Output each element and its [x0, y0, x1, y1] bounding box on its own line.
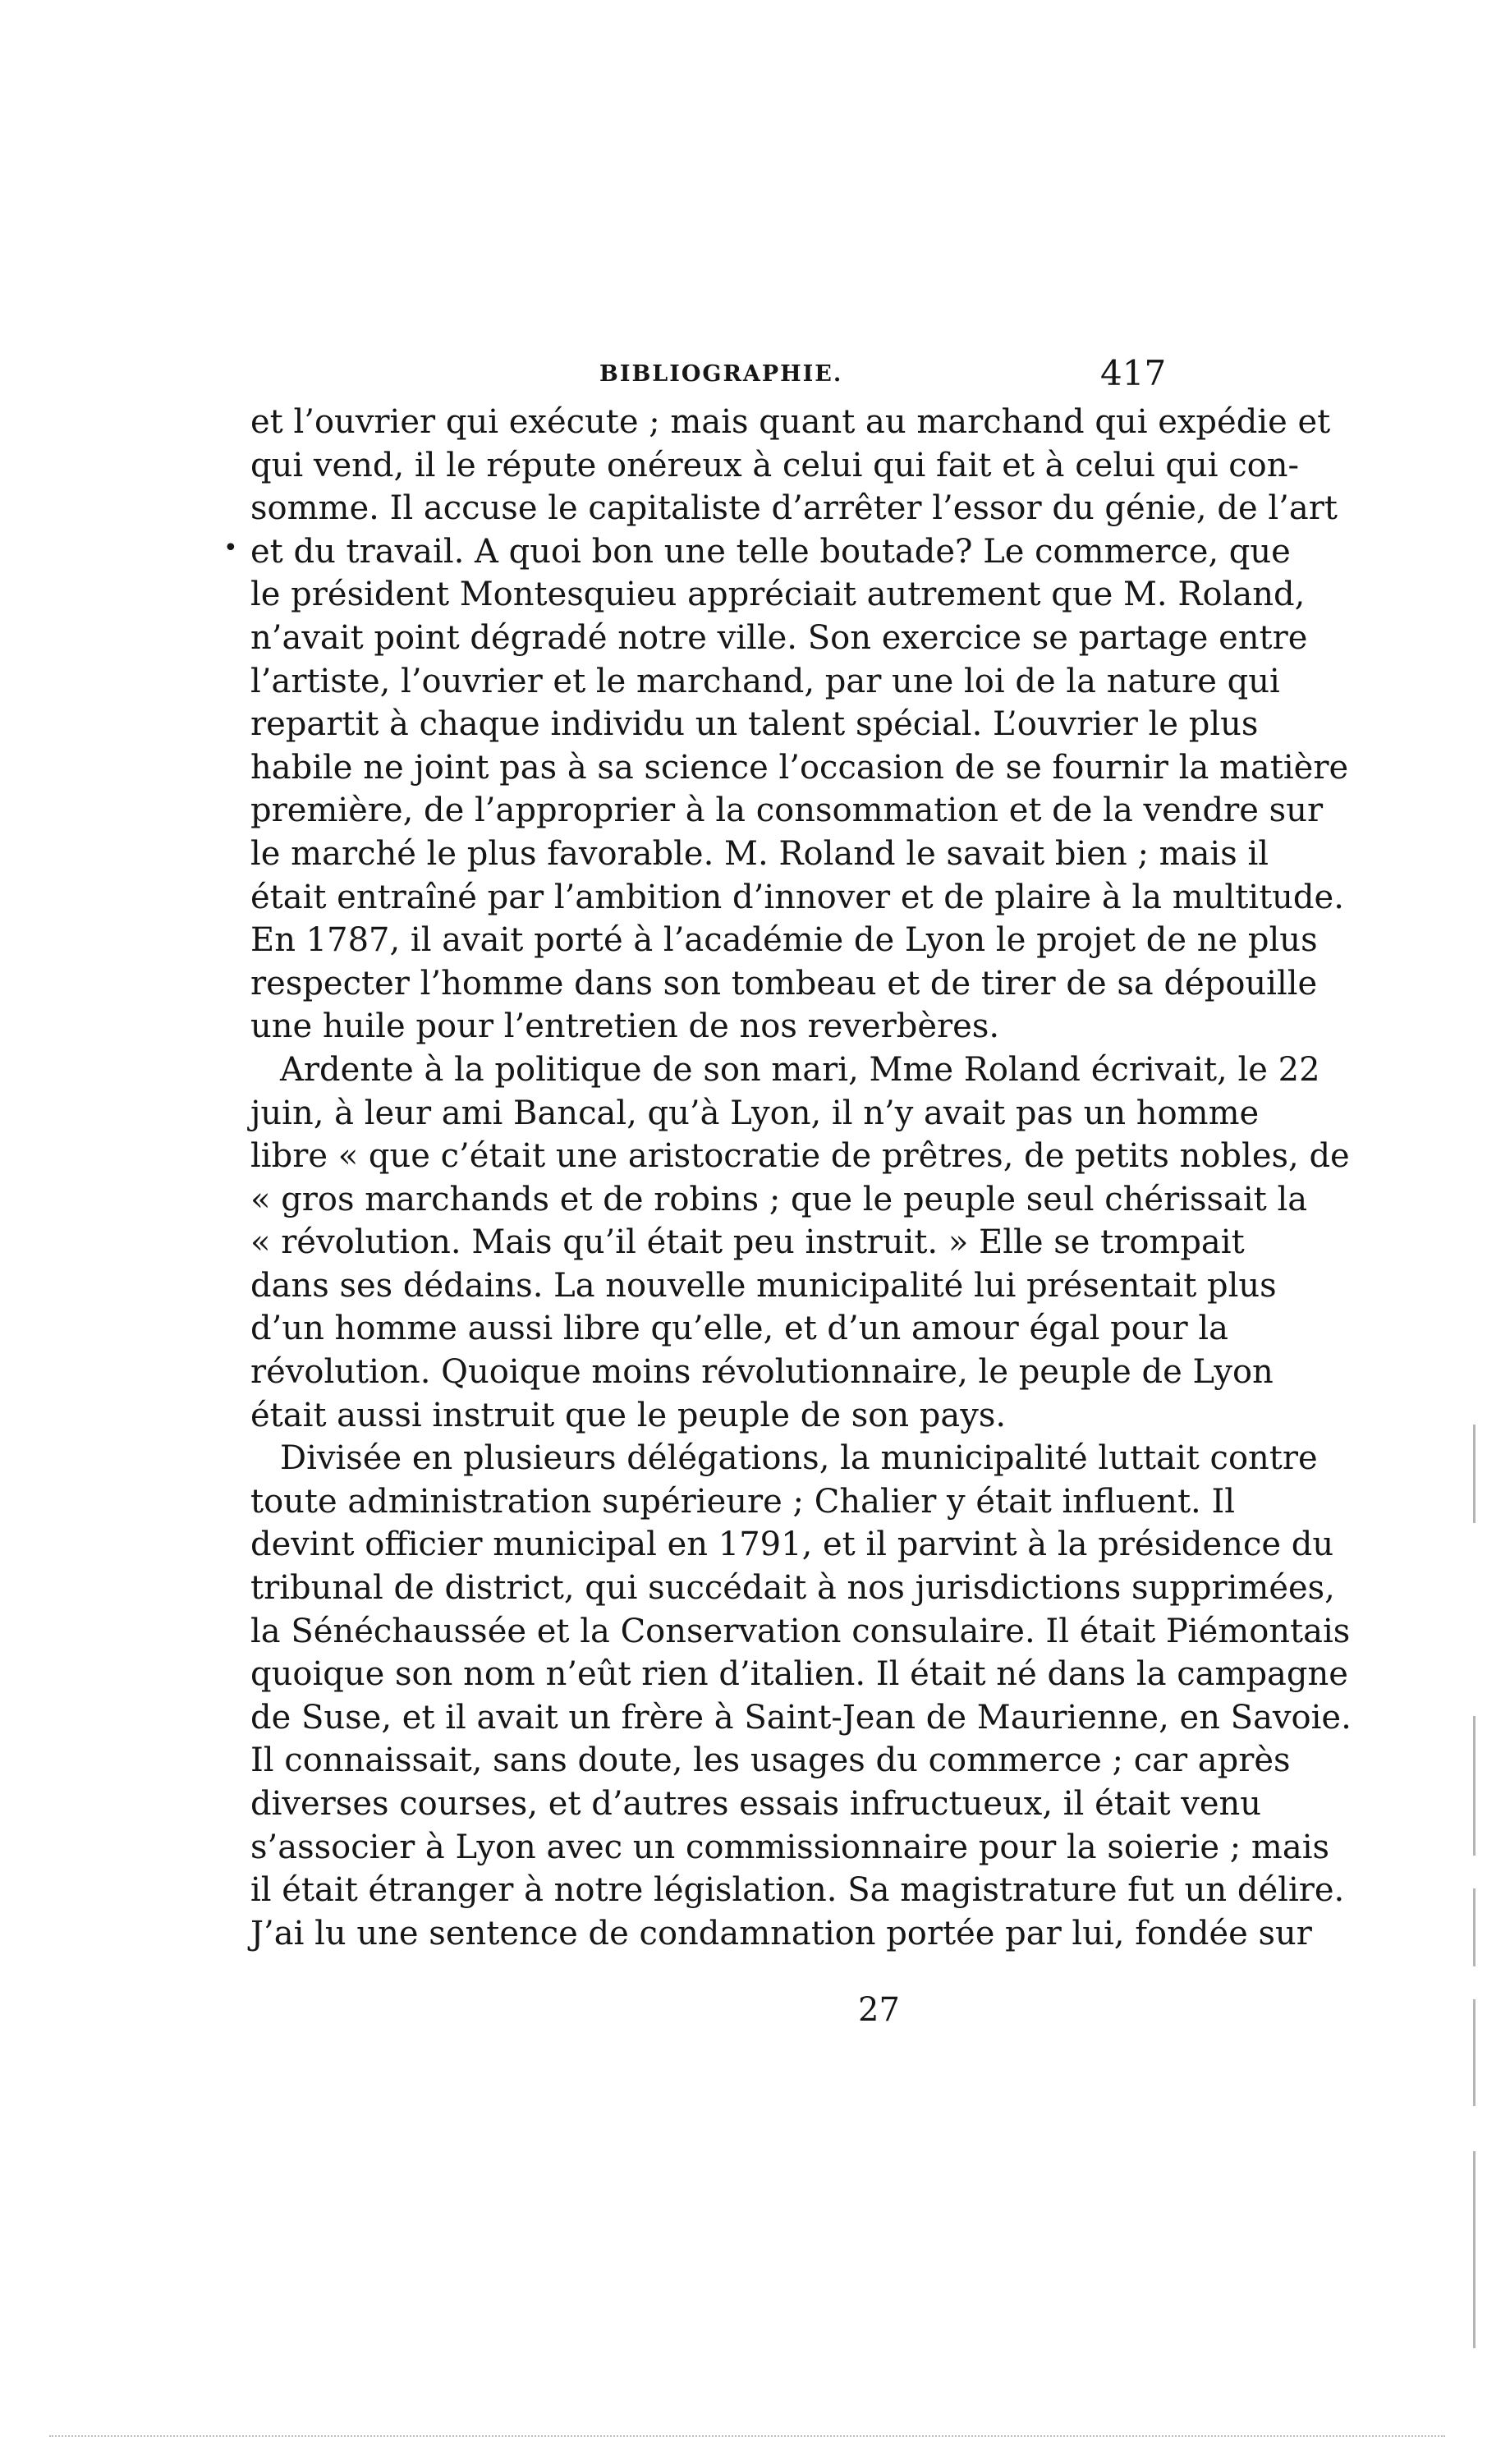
scan-edge-artifact	[1473, 2151, 1476, 2348]
text-line: toute administration supérieure ; Chalier y était influent. Il	[250, 1482, 1236, 1521]
text-line: et l’ouvrier qui exécute ; mais quant au marchand qui expédie et	[250, 403, 1331, 441]
text-line: repartit à chaque individu un talent spécial. L’ouvrier le plus	[250, 705, 1259, 744]
margin-bullet: •	[223, 534, 238, 562]
text-line: tribunal de district, qui succédait à nos jurisdictions supprimées,	[250, 1569, 1335, 1608]
text-line: juin, à leur ami Bancal, qu’à Lyon, il n’y avait pas un homme	[250, 1094, 1260, 1132]
text-line: première, de l’approprier à la consommation et de la vendre sur	[250, 792, 1324, 830]
page-number: 417	[1100, 353, 1167, 393]
text-line: respecter l’homme dans son tombeau et de tirer de sa dépouille	[250, 964, 1318, 1003]
text-line: d’un homme aussi libre qu’elle, et d’un amour égal pour la	[250, 1310, 1228, 1348]
text-line: « révolution. Mais qu’il était peu instruit. » Elle se trompait	[250, 1223, 1245, 1262]
text-line: qui vend, il le répute onéreux à celui qui fait et à celui qui con-	[250, 446, 1299, 484]
text-line: de Suse, et il avait un frère à Saint-Jean de Maurienne, en Savoie.	[250, 1698, 1352, 1737]
body-text	[250, 401, 1352, 1955]
text-line: dans ses dédains. La nouvelle municipalité lui présentait plus	[250, 1266, 1277, 1305]
scan-edge-artifact	[1473, 1425, 1476, 1523]
text-line: devint officier municipal en 1791, et il parvint à la présidence du	[250, 1526, 1334, 1564]
text-line: libre « que c’était une aristocratie de prêtres, de petits nobles, de	[250, 1137, 1350, 1176]
text-line: était entraîné par l’ambition d’innover et de plaire à la multitude.	[250, 878, 1344, 916]
text-line: Il connaissait, sans doute, les usages du commerce ; car après	[250, 1741, 1291, 1780]
text-line: J’ai lu une sentence de condamnation portée par lui, fondée sur	[250, 1914, 1312, 1952]
signature-mark: 27	[858, 1991, 900, 2029]
scan-edge-artifact	[1473, 1888, 1476, 1966]
text-line: somme. Il accuse le capitaliste d’arrêter l’essor du génie, de l’art	[250, 489, 1338, 528]
text-line: En 1787, il avait porté à l’académie de Lyon le projet de ne plus	[250, 921, 1318, 960]
text-line: le marché le plus favorable. M. Roland le savait bien ; mais il	[250, 834, 1269, 873]
text-line: il était étranger à notre législation. Sa magistrature fut un délire.	[250, 1871, 1345, 1910]
text-line: habile ne joint pas à sa science l’occasion de se fournir la matière	[250, 748, 1349, 787]
scan-edge-artifact	[1473, 1999, 1476, 2106]
text-line: quoique son nom n’eût rien d’italien. Il était né dans la campagne	[250, 1655, 1348, 1694]
text-line: n’avait point dégradé notre ville. Son exercice se partage entre	[250, 618, 1308, 657]
text-line: le président Montesquieu appréciait autrement que M. Roland,	[250, 576, 1306, 614]
text-line: « gros marchands et de robins ; que le peuple seul chérissait la	[250, 1180, 1308, 1218]
text-line: l’artiste, l’ouvrier et le marchand, par une loi de la nature qui	[250, 662, 1280, 700]
scan-bottom-artifact	[49, 2435, 1445, 2439]
text-line: Divisée en plusieurs délégations, la municipalité luttait contre	[280, 1439, 1318, 1478]
running-title: BIBLIOGRAPHIE.	[599, 361, 843, 387]
text-line: la Sénéchaussée et la Conservation consulaire. Il était Piémontais	[250, 1612, 1351, 1650]
text-line: et du travail. A quoi bon une telle boutade? Le commerce, que	[250, 532, 1291, 571]
text-line: une huile pour l’entretien de nos reverbères.	[250, 1007, 1000, 1046]
text-line: diverses courses, et d’autres essais infructueux, il était venu	[250, 1785, 1262, 1823]
scan-edge-artifact	[1473, 1716, 1476, 1856]
text-line: était aussi instruit que le peuple de son pays.	[250, 1396, 1007, 1434]
text-line: Ardente à la politique de son mari, Mme Roland écrivait, le 22	[280, 1050, 1320, 1089]
text-line: révolution. Quoique moins révolutionnaire, le peuple de Lyon	[250, 1353, 1274, 1392]
text-line: s’associer à Lyon avec un commissionnaire pour la soierie ; mais	[250, 1828, 1330, 1866]
